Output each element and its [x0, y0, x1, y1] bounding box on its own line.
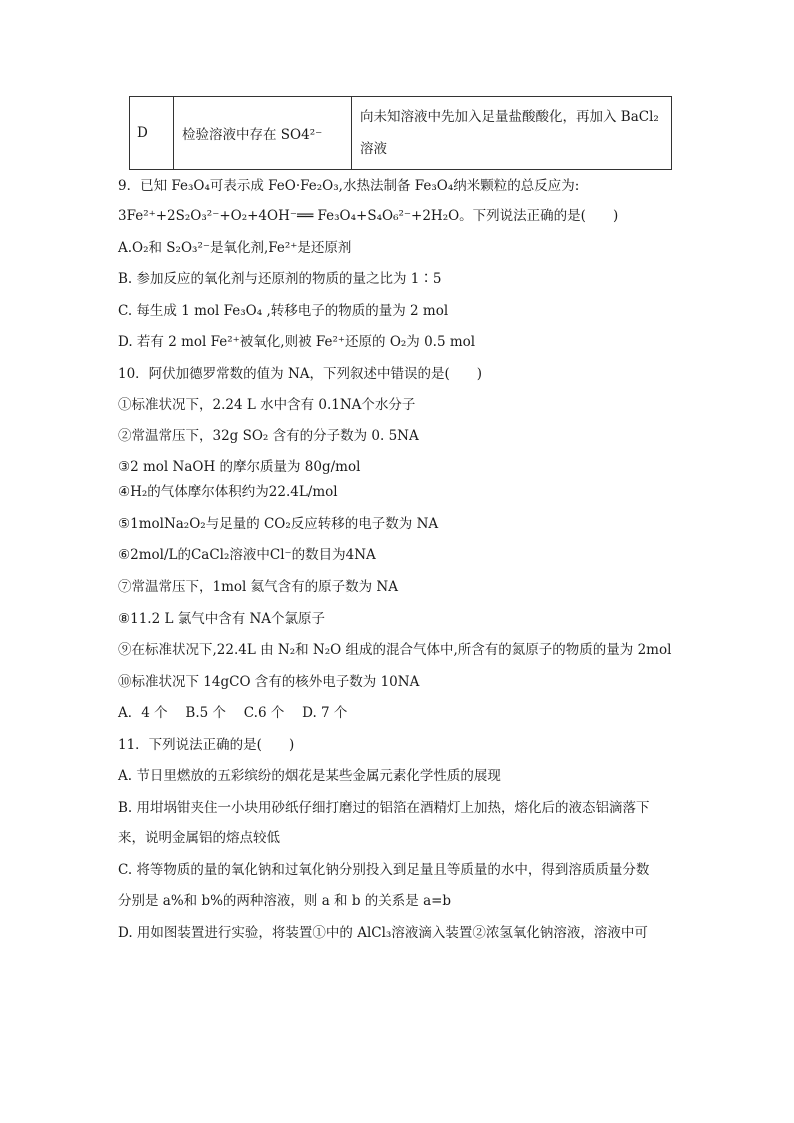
- table-row: [130, 97, 672, 170]
- question-11-stem: 11．下列说法正确的是( ): [118, 737, 295, 753]
- question-10-item-4: ④H₂的气体摩尔体积约为22.4L/mol: [118, 484, 338, 500]
- question-9-equation: 3Fe²⁺+2S₂O₃²⁻+O₂+4OH⁻══ Fe₃O₄+S₄O₆²⁻+2H₂O。下列说法正确的是( ): [118, 208, 619, 224]
- question-9-option-d: D. 若有 2 mol Fe²⁺被氧化,则被 Fe²⁺还原的 O₂为 0.5 mol: [118, 334, 476, 350]
- question-9-option-b: B. 参加反应的氧化剂与还原剂的物质的量之比为 1∶5: [118, 271, 442, 287]
- table-row-label: D: [130, 97, 174, 170]
- question-10-item-8: ⑧11.2 L 氯气中含有 NA个氯原子: [118, 611, 326, 627]
- table-row-purpose: 检验溶液中存在 SO4²⁻: [174, 97, 352, 170]
- question-11-option-d: D. 用如图装置进行实验，将装置①中的 AlCl₃溶液滴入装置②浓氢氧化钠溶液，溶液中可: [118, 925, 648, 941]
- question-11-option-b: B. 用坩埚钳夹住一小块用砂纸仔细打磨过的铝箔在酒精灯上加热，熔化后的液态铝滴落下: [118, 800, 650, 816]
- question-9-option-a: A.O₂和 S₂O₃²⁻是氧化剂,Fe²⁺是还原剂: [118, 240, 352, 256]
- table-row-method: [352, 97, 672, 170]
- question-10-item-10: ⑩标准状况下 14gCO 含有的核外电子数为 10NA: [118, 674, 420, 690]
- question-10-item-7: ⑦常温常压下，1mol 氦气含有的原子数为 NA: [118, 579, 398, 595]
- method-line-1: 向未知溶液中先加入足量盐酸酸化，再加入 BaCl₂: [360, 109, 659, 125]
- question-11-option-c-cont: 分别是 a%和 b%的两种溶液，则 a 和 b 的关系是 a=b: [118, 893, 452, 909]
- question-10-item-2: ②常温常压下，32g SO₂ 含有的分子数为 0. 5NA: [118, 428, 419, 444]
- question-11-option-a: A. 节日里燃放的五彩缤纷的烟花是某些金属元素化学性质的展现: [118, 768, 501, 784]
- question-9-option-c: C. 每生成 1 mol Fe₃O₄ ,转移电子的物质的量为 2 mol: [118, 303, 449, 319]
- question-10-stem: 10．阿伏加德罗常数的值为 NA，下列叙述中错误的是( ): [118, 366, 483, 382]
- question-11-option-b-cont: 来，说明金属铝的熔点较低: [118, 830, 280, 846]
- option-table: [129, 96, 672, 170]
- question-11-option-c: C. 将等物质的量的氧化钠和过氧化钠分别投入到足量且等质量的水中，得到溶质质量分数: [118, 862, 650, 878]
- question-10-item-3: ③2 mol NaOH 的摩尔质量为 80g/mol: [118, 459, 361, 475]
- question-10-item-9: ⑨在标准状况下,22.4L 由 N₂和 N₂O 组成的混合气体中,所含有的氮原子的物质的量为 2mol: [118, 642, 672, 658]
- question-10-item-6: ⑥2mol/L的CaCl₂溶液中Cl⁻的数目为4NA: [118, 547, 376, 563]
- question-10-item-5: ⑤1molNa₂O₂与足量的 CO₂反应转移的电子数为 NA: [118, 516, 439, 532]
- question-9-stem: 9．已知 Fe₃O₄可表示成 FeO·Fe₂O₃,水热法制备 Fe₃O₄纳米颗粒的总反应为:: [118, 178, 580, 194]
- method-line-2: 溶液: [360, 141, 387, 157]
- question-10-item-1: ①标准状况下，2.24 L 水中含有 0.1NA个水分子: [118, 397, 416, 413]
- question-10-choices: A．4 个 B.5 个 C.6 个 D. 7 个: [118, 705, 348, 721]
